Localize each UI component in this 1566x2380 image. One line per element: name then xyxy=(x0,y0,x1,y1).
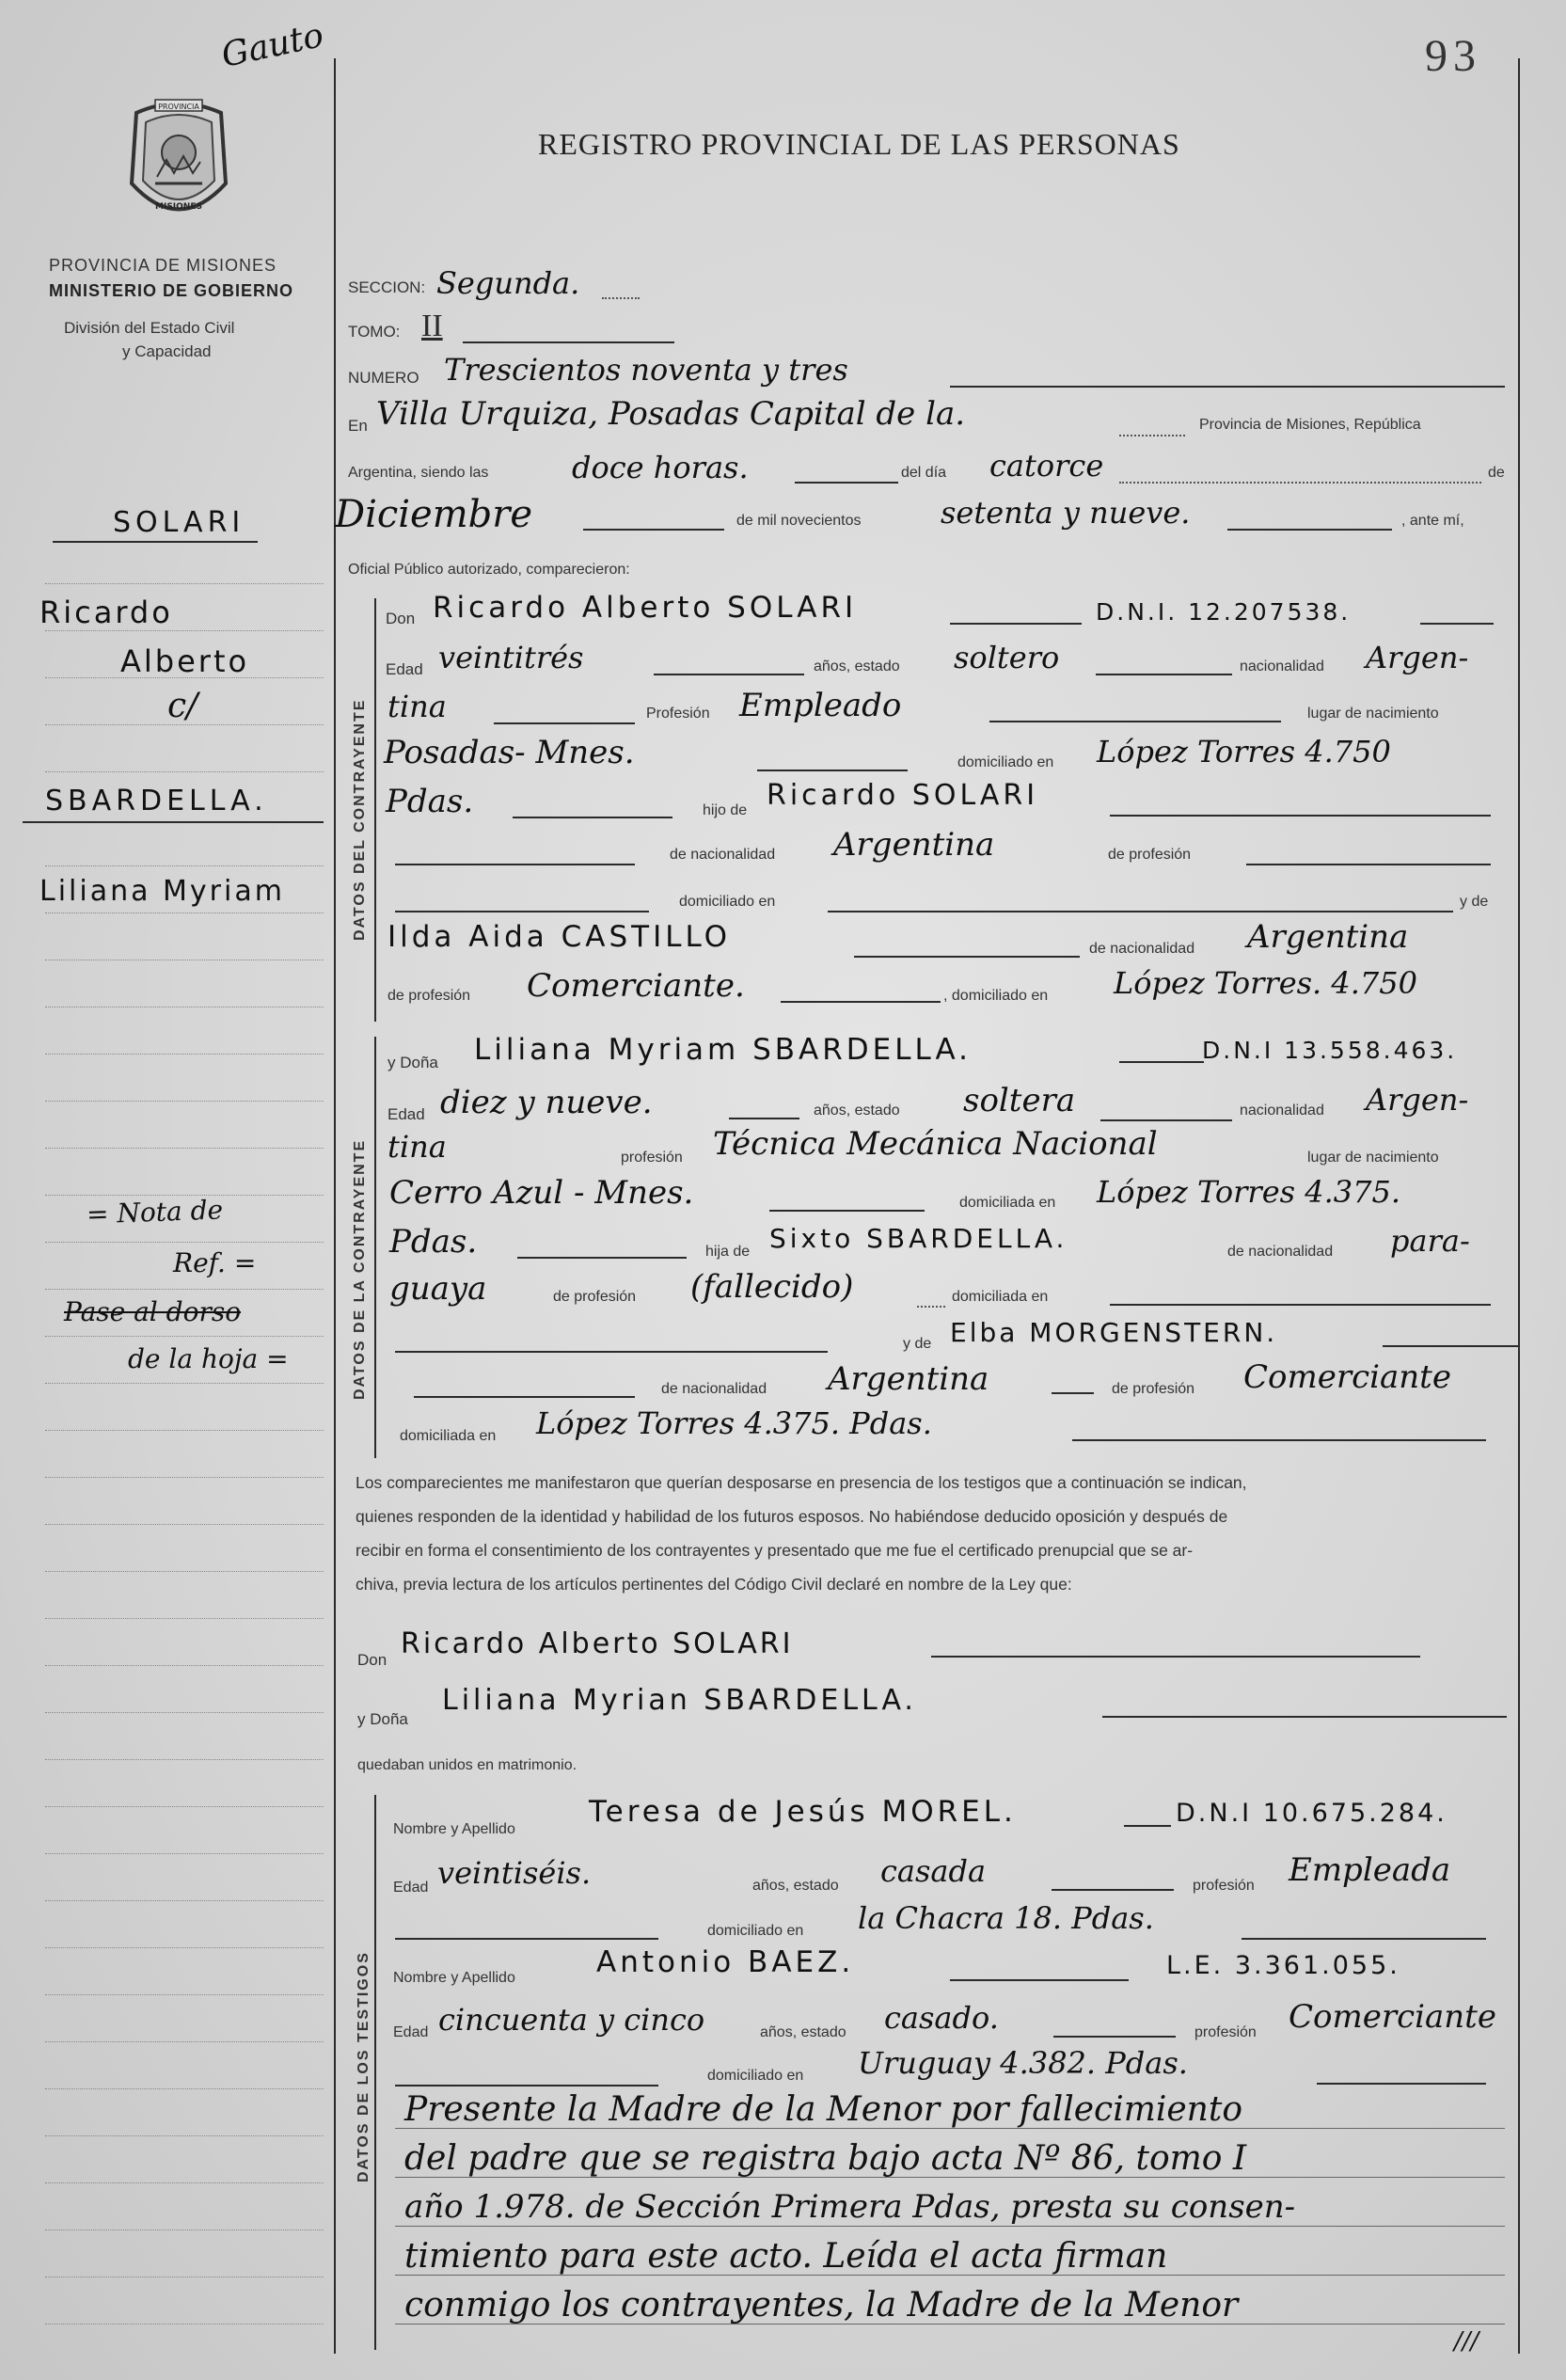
margin-ruled-line xyxy=(45,1007,324,1008)
fill-line xyxy=(1124,1825,1171,1827)
fill-line xyxy=(1227,529,1392,531)
fill-line xyxy=(1053,2036,1176,2038)
fill-line xyxy=(1317,2083,1486,2085)
dotted-line xyxy=(602,297,640,299)
provincia-text: Provincia de Misiones, República xyxy=(1199,417,1421,433)
hora-value: doce horas. xyxy=(572,450,749,485)
groom-bracket xyxy=(374,598,376,1022)
w1-dni: D.N.I 10.675.284. xyxy=(1176,1799,1447,1828)
bride-y-de: y de xyxy=(903,1336,932,1352)
de-label: de xyxy=(1488,465,1505,481)
margin-ruled-line xyxy=(45,1806,324,1807)
margin-given-2: Liliana Myriam xyxy=(40,875,285,908)
margin-ruled-line xyxy=(45,630,324,631)
declaration-text xyxy=(356,1466,1505,1601)
groom-mother-dom: López Torres. 4.750 xyxy=(1114,965,1417,1001)
bride-bracket xyxy=(374,1037,376,1458)
groom-de-nacionalidad: de nacionalidad xyxy=(670,847,776,863)
bride-de-profesion: de profesión xyxy=(553,1289,637,1305)
decl-don-label: Don xyxy=(357,1651,388,1669)
fill-line xyxy=(1246,864,1491,865)
bride-lugar-label: lugar de nacimiento xyxy=(1307,1150,1439,1166)
note-line-5: conmigo los contrayentes, la Madre de la Menor xyxy=(404,2286,1239,2324)
oficial-text: Oficial Público autorizado, comparecieron: xyxy=(348,562,630,578)
ante-mi-label: , ante mí, xyxy=(1401,513,1464,529)
bride-anos-estado: años, estado xyxy=(814,1103,900,1119)
bride-hija-de: hija de xyxy=(705,1244,751,1260)
bride-nacionalidad-b: tina xyxy=(388,1129,447,1165)
groom-lugar-label: lugar de nacimiento xyxy=(1307,706,1439,722)
fill-line xyxy=(395,2085,658,2086)
margin-ruled-line xyxy=(45,1994,324,1995)
fill-line xyxy=(729,1118,799,1119)
decl-bride: Liliana Myrian SBARDELLA. xyxy=(442,1684,917,1717)
groom-domiciliado-en-2: domiciliado en xyxy=(679,894,776,910)
w1-anos-label: años, estado xyxy=(752,1878,839,1894)
w2-dom-label: domiciliado en xyxy=(707,2068,804,2084)
margin-ruled-line xyxy=(45,1148,324,1149)
margin-note-4: de la hoja = xyxy=(128,1343,289,1374)
fill-line xyxy=(395,864,635,865)
note-line-2: del padre que se registra bajo acta Nº 86, tomo I xyxy=(404,2139,1247,2178)
note-ruled-line xyxy=(395,2226,1505,2227)
groom-domicilio-a: López Torres 4.750 xyxy=(1097,734,1391,770)
w2-edad-label: Edad xyxy=(393,2024,429,2040)
fill-line xyxy=(395,911,649,912)
fill-line xyxy=(781,1001,941,1003)
en-label: En xyxy=(348,417,368,435)
note-end-mark: /// xyxy=(1454,2327,1479,2356)
margin-ruled-line xyxy=(45,1336,324,1337)
margin-ruled-line xyxy=(45,1900,324,1901)
del-dia-label: del día xyxy=(901,465,947,481)
de-mil-label: de mil novecientos xyxy=(736,513,862,529)
note-ruled-line xyxy=(395,2177,1505,2178)
fill-line xyxy=(414,1396,635,1398)
w1-prof-label: profesión xyxy=(1193,1878,1255,1894)
fill-line xyxy=(583,529,724,531)
fill-line xyxy=(931,1656,1420,1658)
groom-domicilio-b: Pdas. xyxy=(386,783,474,820)
groom-name: Ricardo Alberto SOLARI xyxy=(433,591,858,625)
witness-section-label: DATOS DE LOS TESTIGOS xyxy=(356,1951,372,2182)
bride-domicilio-a: López Torres 4.375. xyxy=(1097,1174,1400,1210)
bride-lugar: Cerro Azul - Mnes. xyxy=(389,1174,694,1212)
bride-mother-nat-label: de nacionalidad xyxy=(661,1381,767,1397)
svg-text:MISIONES: MISIONES xyxy=(155,202,202,212)
groom-nacionalidad-a: Argen- xyxy=(1366,640,1469,675)
bride-profesion: Técnica Mecánica Nacional xyxy=(713,1125,1158,1163)
signature-gauto: Gauto xyxy=(217,16,327,75)
bride-domiciliada-en-2: domiciliada en xyxy=(952,1289,1049,1305)
dotted-line xyxy=(1119,435,1185,436)
seccion-label: SECCION: xyxy=(348,278,426,296)
w1-edad-label: Edad xyxy=(393,1880,429,1896)
bride-mother-prof-label: de profesión xyxy=(1112,1381,1195,1397)
division-line-1: División del Estado Civil xyxy=(64,319,235,337)
w1-name: Teresa de Jesús MOREL. xyxy=(589,1795,1017,1829)
numero-label: NUMERO xyxy=(348,369,419,387)
groom-edad: veintitrés xyxy=(438,640,584,675)
note-ruled-line xyxy=(395,2275,1505,2276)
fill-line xyxy=(513,817,672,818)
groom-don-label: Don xyxy=(386,610,416,627)
declaration-line-3: recibir en forma el consentimiento de los contrayentes y presentado que me fue el certificado prenupcial que se ar- xyxy=(356,1541,1194,1560)
groom-father: Ricardo SOLARI xyxy=(767,779,1039,812)
bride-father-nat-a: para- xyxy=(1390,1223,1470,1259)
fill-line xyxy=(463,341,674,343)
fill-line xyxy=(950,1979,1129,1981)
groom-mother: Ilda Aida CASTILLO xyxy=(388,920,732,954)
margin-ruled-line xyxy=(45,1759,324,1760)
groom-mother-nat-label: de nacionalidad xyxy=(1089,941,1195,957)
groom-estado: soltero xyxy=(954,640,1060,675)
province-name: PROVINCIA DE MISIONES xyxy=(49,256,277,275)
fill-line xyxy=(1420,623,1494,625)
fill-line xyxy=(828,911,1453,912)
margin-ruled-line xyxy=(45,2041,324,2042)
margin-ruled-line xyxy=(45,1383,324,1384)
fill-line xyxy=(517,1257,687,1259)
margin-ruled-line xyxy=(45,2088,324,2089)
bride-edad-label: Edad xyxy=(388,1105,425,1123)
fill-line xyxy=(950,623,1082,625)
argentina-text: Argentina, siendo las xyxy=(348,465,489,481)
province-seal xyxy=(118,94,240,235)
bride-domicilio-b: Pdas. xyxy=(389,1223,478,1261)
fill-line xyxy=(1383,1345,1519,1347)
fill-line xyxy=(654,674,804,675)
seal-emblem-icon xyxy=(118,94,240,235)
note-line-4: timiento para este acto. Leída el acta firman xyxy=(404,2237,1168,2276)
margin-underline xyxy=(23,821,324,823)
groom-section-label: DATOS DEL CONTRAYENTE xyxy=(352,698,368,941)
margin-ruled-line xyxy=(45,1430,324,1431)
margin-given-1b: Alberto xyxy=(120,643,250,679)
fill-line xyxy=(950,386,1505,388)
tomo-label: TOMO: xyxy=(348,323,401,341)
w1-dom: la Chacra 18. Pdas. xyxy=(858,1900,1154,1936)
w1-dom-label: domiciliado en xyxy=(707,1923,804,1939)
margin-ruled-line xyxy=(45,1853,324,1854)
fill-line xyxy=(1102,1716,1507,1718)
margin-ruled-line xyxy=(45,865,324,866)
note-ruled-line xyxy=(395,2128,1505,2129)
witness-bracket xyxy=(374,1795,376,2350)
groom-nacionalidad-label: nacionalidad xyxy=(1240,658,1324,674)
right-rule xyxy=(1518,58,1520,2354)
w2-dom: Uruguay 4.382. Pdas. xyxy=(858,2045,1188,2081)
fill-line xyxy=(795,482,898,484)
seccion-value: Segunda. xyxy=(436,265,580,301)
note-line-1: Presente la Madre de la Menor por fallecimiento xyxy=(404,2090,1242,2129)
margin-ruled-line xyxy=(45,1665,324,1666)
groom-mother-prof-label: de profesión xyxy=(388,988,471,1004)
fill-line xyxy=(395,1351,828,1353)
margin-ruled-line xyxy=(45,677,324,678)
fill-line xyxy=(1119,1061,1204,1063)
margin-surname-2: SBARDELLA. xyxy=(45,785,268,817)
tomo-value: II xyxy=(421,309,443,343)
decl-groom: Ricardo Alberto SOLARI xyxy=(401,1627,794,1660)
margin-rule xyxy=(334,58,336,2354)
fill-line xyxy=(1072,1439,1486,1441)
margin-ruled-line xyxy=(45,1571,324,1572)
bride-nacionalidad-a: Argen- xyxy=(1366,1082,1469,1118)
w2-edad: cincuenta y cinco xyxy=(438,2002,705,2038)
margin-note-3: Pase al dorso xyxy=(64,1296,242,1327)
groom-edad-label: Edad xyxy=(386,660,423,678)
groom-hijo-de: hijo de xyxy=(703,802,748,818)
margin-ruled-line xyxy=(45,1618,324,1619)
bride-mother-nat: Argentina xyxy=(828,1360,989,1398)
bride-estado: soltera xyxy=(963,1082,1076,1119)
margin-connector: c/ xyxy=(167,687,198,725)
margin-ruled-line xyxy=(45,1054,324,1055)
bride-mother-prof: Comerciante xyxy=(1243,1358,1451,1396)
declaration-line-1: Los comparecientes me manifestaron que querían desposarse en presencia de los testigos que a continuación se indican, xyxy=(356,1473,1247,1492)
bride-mother-dom-label: domiciliada en xyxy=(400,1428,497,1444)
w2-le: L.E. 3.361.055. xyxy=(1166,1951,1400,1980)
mes-value: Diciembre xyxy=(335,493,533,536)
declaration-line-2: quienes responden de la identidad y habilidad de los futuros esposos. No habiéndose deducido oposición y después de xyxy=(356,1507,1228,1526)
margin-ruled-line xyxy=(45,912,324,913)
fill-line xyxy=(1110,1304,1491,1306)
groom-father-nat: Argentina xyxy=(833,826,995,864)
groom-dni: D.N.I. 12.207538. xyxy=(1096,598,1352,626)
margin-ruled-line xyxy=(45,2135,324,2136)
bride-father: Sixto SBARDELLA. xyxy=(769,1223,1068,1254)
margin-ruled-line xyxy=(45,724,324,725)
bride-domiciliada-en: domiciliada en xyxy=(959,1195,1056,1211)
w1-estado: casada xyxy=(880,1853,987,1889)
groom-domiciliado-en: domiciliado en xyxy=(957,754,1054,770)
w1-prof: Empleada xyxy=(1289,1851,1451,1889)
decl-unidos: quedaban unidos en matrimonio. xyxy=(357,1757,577,1773)
groom-mother-nat: Argentina xyxy=(1247,918,1409,956)
margin-ruled-line xyxy=(45,771,324,772)
margin-ruled-line xyxy=(45,1477,324,1478)
w1-edad: veintiséis. xyxy=(437,1855,592,1891)
fill-line xyxy=(1052,1889,1174,1891)
bride-mother-dom: López Torres 4.375. Pdas. xyxy=(536,1405,932,1441)
margin-ruled-line xyxy=(45,1242,324,1243)
margin-surname-1: SOLARI xyxy=(113,506,245,539)
fill-line xyxy=(1100,1119,1232,1121)
w2-prof: Comerciante xyxy=(1289,1998,1496,2036)
groom-profesion-label: Profesión xyxy=(646,706,710,722)
bride-father-nat-b: guaya xyxy=(389,1270,487,1308)
w1-nombre-label: Nombre y Apellido xyxy=(393,1821,515,1837)
groom-de-profesion: de profesión xyxy=(1108,847,1192,863)
bride-de-nacionalidad: de nacionalidad xyxy=(1227,1244,1334,1260)
bride-father-prof: (fallecido) xyxy=(690,1268,854,1306)
fill-line xyxy=(1096,674,1232,675)
svg-text:PROVINCIA: PROVINCIA xyxy=(158,103,199,111)
bride-nacionalidad-label: nacionalidad xyxy=(1240,1103,1324,1119)
groom-profesion: Empleado xyxy=(739,687,902,724)
bride-dni: D.N.I 13.558.463. xyxy=(1202,1037,1458,1064)
decl-dona-label: y Doña xyxy=(357,1710,408,1728)
margin-ruled-line xyxy=(45,1524,324,1525)
w2-prof-label: profesión xyxy=(1194,2024,1257,2040)
margin-note-1: = Nota de xyxy=(86,1194,224,1230)
margin-ruled-line xyxy=(45,1712,324,1713)
margin-ruled-line xyxy=(45,1947,324,1948)
margin-ruled-line xyxy=(45,2182,324,2183)
groom-lugar: Posadas- Mnes. xyxy=(384,734,635,771)
w2-anos-label: años, estado xyxy=(760,2024,846,2040)
declaration-line-4: chiva, previa lectura de los artículos pertinentes del Código Civil declaré en nombre de la Ley que: xyxy=(356,1575,1072,1594)
groom-mother-dom-label: , domiciliado en xyxy=(943,988,1049,1004)
fill-line xyxy=(1242,1938,1486,1940)
groom-nacionalidad-b: tina xyxy=(388,689,447,724)
margin-ruled-line xyxy=(45,583,324,584)
margin-note-2: Ref. = xyxy=(173,1247,257,1278)
margin-ruled-line xyxy=(45,2229,324,2230)
fill-line xyxy=(769,1210,925,1212)
groom-anos-estado: años, estado xyxy=(814,658,900,674)
note-line-3: año 1.978. de Sección Primera Pdas, presta su consen- xyxy=(404,2188,1296,2226)
anio-value: setenta y nueve. xyxy=(941,495,1191,531)
dotted-line xyxy=(917,1306,945,1308)
dia-value: catorce xyxy=(989,448,1104,484)
margin-given-1a: Ricardo xyxy=(40,595,173,630)
bride-name: Liliana Myriam SBARDELLA. xyxy=(474,1033,973,1067)
fill-line xyxy=(854,956,1080,958)
fill-line xyxy=(1110,815,1491,817)
numero-value: Trescientos noventa y tres xyxy=(444,352,848,388)
fill-line xyxy=(1052,1392,1094,1394)
groom-mother-prof: Comerciante. xyxy=(527,967,745,1005)
margin-underline xyxy=(53,541,258,543)
division-line-2: y Capacidad xyxy=(122,342,212,360)
w2-name: Antonio BAEZ. xyxy=(596,1945,855,1979)
fill-line xyxy=(395,1938,658,1940)
margin-ruled-line xyxy=(45,1289,324,1290)
groom-y-de: y de xyxy=(1460,894,1489,910)
bride-edad: diez y nueve. xyxy=(440,1084,653,1121)
ministry-name: MINISTERIO DE GOBIERNO xyxy=(49,281,294,300)
w2-estado: casado. xyxy=(884,2000,999,2036)
fill-line xyxy=(989,721,1281,722)
w2-nombre-label: Nombre y Apellido xyxy=(393,1970,515,1986)
bride-mother: Elba MORGENSTERN. xyxy=(950,1317,1278,1348)
bride-section-label: DATOS DE LA CONTRAYENTE xyxy=(352,1138,368,1400)
dotted-line xyxy=(1119,482,1481,484)
registry-title: REGISTRO PROVINCIAL DE LAS PERSONAS xyxy=(538,127,1180,161)
margin-ruled-line xyxy=(45,1101,324,1102)
fill-line xyxy=(494,722,635,724)
place-value: Villa Urquiza, Posadas Capital de la. xyxy=(376,395,966,433)
bride-dona-label: y Doña xyxy=(388,1054,438,1071)
page-number: 93 xyxy=(1425,31,1481,81)
bride-profesion-label: profesión xyxy=(621,1150,683,1166)
fill-line xyxy=(757,770,908,771)
